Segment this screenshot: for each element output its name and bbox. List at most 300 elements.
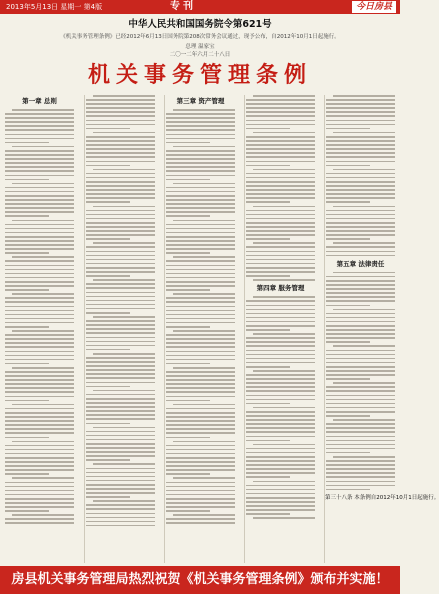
text-line xyxy=(86,337,155,339)
text-line xyxy=(173,109,235,111)
text-line xyxy=(166,506,235,508)
text-line xyxy=(5,289,49,291)
chapter-heading: 第五章 法律责任 xyxy=(336,259,385,268)
text-line xyxy=(86,304,155,306)
text-line xyxy=(246,144,315,146)
text-line xyxy=(246,382,315,384)
text-line xyxy=(246,251,315,253)
text-line xyxy=(326,427,395,429)
text-line xyxy=(5,121,74,123)
text-line xyxy=(86,283,155,285)
text-line xyxy=(333,456,395,458)
text-line xyxy=(166,379,235,381)
text-line xyxy=(93,390,155,392)
text-line xyxy=(5,375,74,377)
text-line xyxy=(166,318,235,320)
text-line xyxy=(166,117,235,119)
text-line xyxy=(246,427,315,429)
text-line xyxy=(5,486,74,488)
text-line xyxy=(253,407,315,409)
text-line xyxy=(86,459,130,461)
text-line xyxy=(12,183,74,185)
text-line xyxy=(86,410,155,412)
text-line xyxy=(86,455,155,457)
text-line xyxy=(166,510,210,512)
text-line xyxy=(253,132,315,134)
text-line xyxy=(253,279,315,281)
text-line xyxy=(326,399,395,401)
text-line xyxy=(253,517,315,519)
text-line xyxy=(5,371,74,373)
text-line xyxy=(86,234,155,236)
text-line xyxy=(326,354,395,356)
text-line xyxy=(93,169,155,171)
text-line xyxy=(86,496,130,498)
text-line xyxy=(12,367,74,369)
text-line xyxy=(12,293,74,295)
text-line xyxy=(246,403,290,405)
text-line xyxy=(166,396,235,398)
text-line xyxy=(326,165,370,167)
text-line xyxy=(326,489,370,491)
text-line xyxy=(326,152,395,154)
text-line xyxy=(166,289,210,291)
text-line xyxy=(86,341,155,343)
text-line xyxy=(326,341,370,343)
text-line xyxy=(86,185,155,187)
text-line xyxy=(93,95,155,97)
text-line xyxy=(166,518,235,520)
text-line xyxy=(246,423,315,425)
text-line xyxy=(166,449,235,451)
text-line xyxy=(166,138,235,140)
text-line xyxy=(86,103,155,105)
text-line xyxy=(326,300,395,302)
text-line xyxy=(86,201,130,203)
text-line xyxy=(246,415,315,417)
text-line xyxy=(166,383,235,385)
text-line xyxy=(246,214,315,216)
text-line xyxy=(12,514,74,516)
text-column xyxy=(84,95,156,563)
text-line xyxy=(246,246,315,248)
text-line xyxy=(5,113,74,115)
masthead-bar xyxy=(0,0,400,14)
text-line xyxy=(166,363,210,365)
text-line xyxy=(166,469,235,471)
text-line xyxy=(326,292,395,294)
text-line xyxy=(86,107,155,109)
text-line xyxy=(173,220,235,222)
text-line xyxy=(5,248,74,250)
text-line xyxy=(246,436,315,438)
text-line xyxy=(166,154,235,156)
text-line xyxy=(166,351,235,353)
text-line xyxy=(246,300,315,302)
text-line xyxy=(246,411,315,413)
text-line xyxy=(326,460,395,462)
text-line xyxy=(86,144,155,146)
text-line xyxy=(326,144,395,146)
text-line xyxy=(86,435,155,437)
text-line xyxy=(166,338,235,340)
text-line xyxy=(326,128,370,130)
text-line xyxy=(246,181,315,183)
text-line xyxy=(166,162,235,164)
text-line xyxy=(166,453,235,455)
text-line xyxy=(5,412,74,414)
text-line xyxy=(5,387,74,389)
text-line xyxy=(86,136,155,138)
text-line xyxy=(5,134,74,136)
text-line xyxy=(326,255,395,257)
text-line xyxy=(86,230,155,232)
text-line xyxy=(246,399,315,401)
text-line xyxy=(5,129,74,131)
text-column xyxy=(4,95,75,563)
text-line xyxy=(246,271,315,273)
text-line xyxy=(326,378,370,380)
text-line xyxy=(166,391,235,393)
text-line xyxy=(5,138,74,140)
text-line xyxy=(326,230,395,232)
text-line xyxy=(166,269,235,271)
text-line xyxy=(86,161,155,163)
text-line xyxy=(166,277,235,279)
text-line xyxy=(86,468,155,470)
text-line xyxy=(93,132,155,134)
text-line xyxy=(326,313,395,315)
text-line xyxy=(246,161,315,163)
text-line xyxy=(166,314,235,316)
text-line xyxy=(5,211,74,213)
text-line xyxy=(246,390,315,392)
text-line xyxy=(246,358,315,360)
text-line xyxy=(246,120,315,122)
text-line xyxy=(5,187,74,189)
text-line xyxy=(246,156,315,158)
text-line xyxy=(5,359,74,361)
text-line xyxy=(246,509,315,511)
text-line xyxy=(246,345,315,347)
text-line xyxy=(93,316,155,318)
text-line xyxy=(166,306,235,308)
text-line xyxy=(93,242,155,244)
text-line xyxy=(326,111,395,113)
text-line xyxy=(166,285,235,287)
text-line xyxy=(86,431,155,433)
text-line xyxy=(86,324,155,326)
text-line xyxy=(86,177,155,179)
text-line xyxy=(326,120,395,122)
text-line xyxy=(326,350,395,352)
text-line xyxy=(246,148,315,150)
text-line xyxy=(246,460,315,462)
text-line xyxy=(326,305,370,307)
text-line xyxy=(246,238,290,240)
text-line xyxy=(166,412,235,414)
text-line xyxy=(5,175,74,177)
text-lines xyxy=(4,109,75,524)
text-line xyxy=(326,251,395,253)
text-line xyxy=(326,452,370,454)
text-line xyxy=(5,179,49,181)
text-line xyxy=(166,408,235,410)
text-line xyxy=(246,152,315,154)
text-line xyxy=(246,452,315,454)
text-line xyxy=(253,444,315,446)
text-line xyxy=(166,322,235,324)
text-line xyxy=(326,403,395,405)
text-line xyxy=(166,224,235,226)
text-line xyxy=(5,273,74,275)
text-column xyxy=(244,95,316,563)
text-line xyxy=(5,215,49,217)
text-lines xyxy=(85,95,156,526)
text-line xyxy=(86,451,155,453)
text-line xyxy=(326,210,395,212)
text-line xyxy=(5,342,74,344)
text-line xyxy=(246,263,315,265)
text-line xyxy=(246,230,315,232)
text-line xyxy=(166,236,235,238)
text-line xyxy=(86,447,155,449)
text-line xyxy=(326,234,395,236)
text-line xyxy=(246,497,315,499)
text-line xyxy=(86,394,155,396)
text-line xyxy=(86,423,130,425)
text-line xyxy=(166,273,235,275)
text-line xyxy=(93,206,155,208)
text-line xyxy=(86,214,155,216)
text-line xyxy=(5,125,74,127)
text-line xyxy=(246,255,315,257)
text-line xyxy=(253,481,315,483)
text-line xyxy=(166,150,235,152)
text-line xyxy=(246,173,315,175)
text-line xyxy=(166,281,235,283)
text-line xyxy=(5,117,74,119)
decree-text: 《机关事务管理条例》已经2012年6月13日国务院第208次常务会议通过，现予公布，自2012年10月1日起施行。 xyxy=(60,34,340,40)
text-line xyxy=(12,441,74,443)
text-line xyxy=(246,476,290,478)
text-line xyxy=(246,128,290,130)
text-line xyxy=(166,461,235,463)
text-line xyxy=(93,463,155,465)
text-line xyxy=(166,473,210,475)
text-line xyxy=(166,522,235,524)
text-line xyxy=(12,477,74,479)
text-line xyxy=(86,345,155,347)
text-line xyxy=(246,354,315,356)
text-line xyxy=(86,328,155,330)
text-line xyxy=(5,351,74,353)
text-line xyxy=(93,500,155,502)
text-line xyxy=(5,420,74,422)
text-line xyxy=(166,175,235,177)
text-line xyxy=(93,353,155,355)
text-line xyxy=(246,115,315,117)
text-line xyxy=(86,377,155,379)
text-line xyxy=(246,103,315,105)
text-line xyxy=(246,419,315,421)
text-line xyxy=(173,367,235,369)
text-line xyxy=(86,402,155,404)
text-line xyxy=(86,517,155,519)
text-line xyxy=(166,445,235,447)
text-line xyxy=(246,309,315,311)
text-line xyxy=(5,297,74,299)
text-line xyxy=(5,506,74,508)
chapter-heading: 第四章 服务管理 xyxy=(256,284,305,293)
text-line xyxy=(246,226,315,228)
issue-date: 2013年5月13日 星期一 第4版 xyxy=(6,3,103,11)
text-line xyxy=(86,476,155,478)
text-line xyxy=(326,99,395,101)
text-line xyxy=(86,414,155,416)
text-line xyxy=(5,522,74,524)
text-line xyxy=(326,136,395,138)
text-line xyxy=(253,333,315,335)
text-line xyxy=(86,492,155,494)
text-line xyxy=(86,332,155,334)
text-line xyxy=(5,150,74,152)
text-line xyxy=(246,386,315,388)
text-line xyxy=(246,341,315,343)
text-line xyxy=(86,267,155,269)
text-line xyxy=(86,382,155,384)
text-line xyxy=(86,292,155,294)
text-line xyxy=(12,109,74,111)
text-line xyxy=(326,325,395,327)
text-line xyxy=(246,177,315,179)
text-line xyxy=(253,296,315,298)
text-line xyxy=(5,301,74,303)
text-line xyxy=(246,489,315,491)
text-line xyxy=(166,191,235,193)
text-line xyxy=(86,525,155,527)
text-line xyxy=(166,498,235,500)
text-line xyxy=(5,482,74,484)
text-line xyxy=(246,325,315,327)
text-line xyxy=(326,321,395,323)
text-line xyxy=(326,185,395,187)
text-lines xyxy=(325,272,396,491)
text-line xyxy=(326,431,395,433)
text-line xyxy=(166,457,235,459)
text-line xyxy=(246,107,315,109)
text-line xyxy=(5,314,74,316)
text-line xyxy=(86,439,155,441)
text-line xyxy=(333,169,395,171)
text-line xyxy=(333,419,395,421)
text-line xyxy=(166,187,235,189)
text-line xyxy=(333,95,395,97)
text-line xyxy=(86,165,130,167)
text-line xyxy=(5,236,74,238)
text-line xyxy=(5,285,74,287)
text-line xyxy=(5,465,74,467)
text-line xyxy=(333,242,395,244)
text-line xyxy=(326,296,395,298)
text-line xyxy=(246,165,290,167)
text-line xyxy=(326,436,395,438)
text-line xyxy=(246,321,315,323)
text-line xyxy=(86,373,155,375)
text-line xyxy=(12,220,74,222)
text-line xyxy=(326,374,395,376)
text-line xyxy=(246,472,315,474)
text-line xyxy=(86,443,155,445)
text-line xyxy=(246,99,315,101)
text-line xyxy=(246,275,290,277)
text-line xyxy=(333,272,395,274)
text-line xyxy=(86,386,130,388)
text-line xyxy=(86,255,155,257)
text-line xyxy=(173,256,235,258)
text-line xyxy=(326,284,395,286)
text-line xyxy=(86,128,130,130)
text-line xyxy=(5,240,74,242)
text-line xyxy=(246,485,315,487)
text-line xyxy=(246,210,315,212)
text-line xyxy=(246,218,315,220)
text-line xyxy=(5,310,74,312)
text-line xyxy=(326,337,395,339)
article-body xyxy=(4,95,439,563)
text-line xyxy=(86,210,155,212)
text-line xyxy=(86,140,155,142)
text-line xyxy=(166,248,235,250)
text-line xyxy=(326,317,395,319)
text-line xyxy=(326,161,395,163)
text-line xyxy=(326,395,395,397)
text-line xyxy=(86,488,155,490)
text-line xyxy=(166,125,235,127)
text-line xyxy=(333,382,395,384)
text-line xyxy=(246,440,290,442)
text-line xyxy=(166,301,235,303)
text-line xyxy=(5,277,74,279)
text-line xyxy=(166,342,235,344)
text-line xyxy=(326,124,395,126)
text-line xyxy=(253,242,315,244)
text-line xyxy=(246,493,315,495)
text-line xyxy=(246,189,315,191)
text-line xyxy=(326,464,395,466)
text-line xyxy=(173,293,235,295)
text-line xyxy=(326,444,395,446)
text-line xyxy=(166,252,210,254)
text-line xyxy=(5,170,74,172)
text-line xyxy=(86,197,155,199)
text-line xyxy=(12,146,74,148)
text-line xyxy=(12,330,74,332)
text-line xyxy=(5,502,74,504)
text-line xyxy=(5,445,74,447)
decree-signer: 总理 温家宝 xyxy=(185,44,215,50)
text-line xyxy=(5,322,74,324)
text-line xyxy=(86,296,155,298)
text-line xyxy=(166,195,235,197)
text-line xyxy=(166,211,235,213)
text-line xyxy=(246,374,315,376)
text-line xyxy=(326,148,395,150)
text-line xyxy=(86,275,130,277)
text-line xyxy=(86,369,155,371)
text-line xyxy=(246,378,315,380)
text-lines xyxy=(325,95,396,256)
